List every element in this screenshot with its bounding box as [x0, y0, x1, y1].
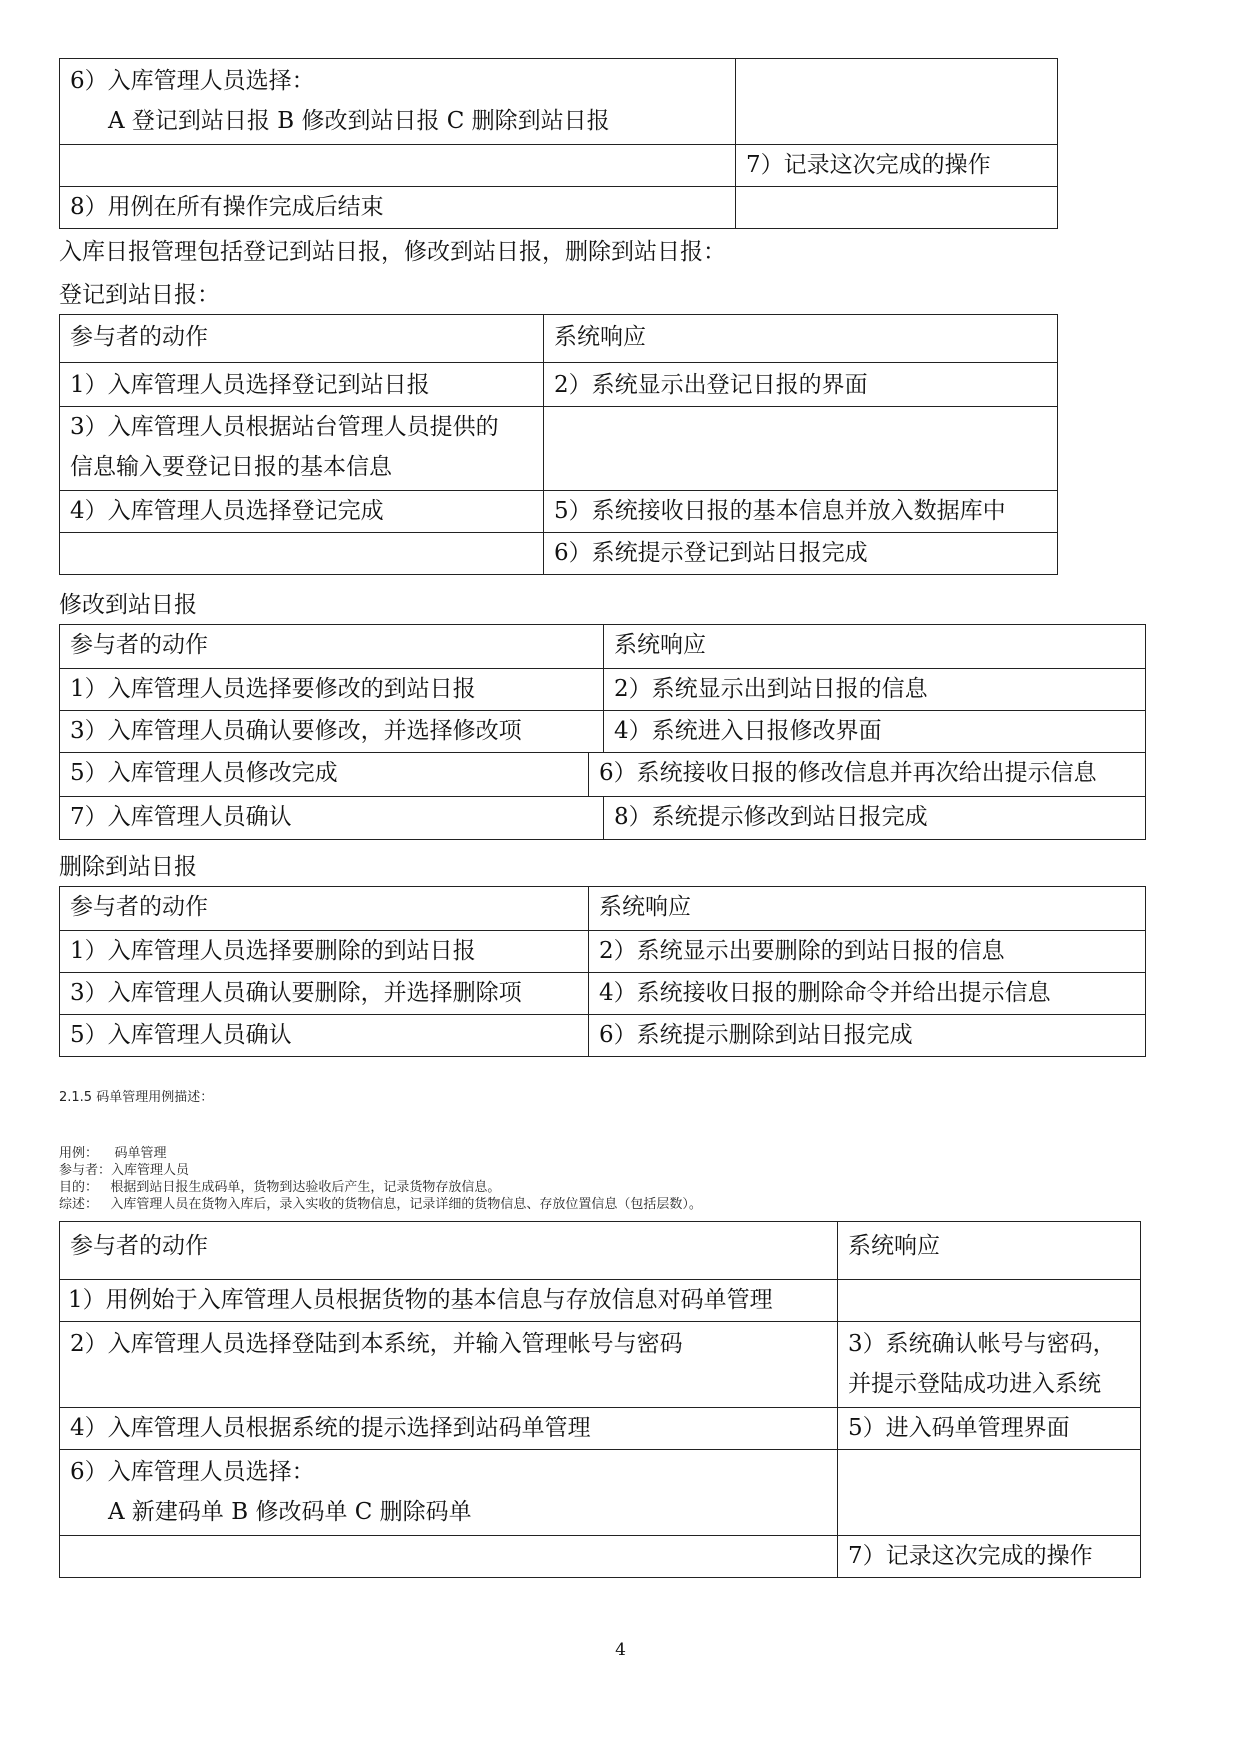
cell-line: 6）入库管理人员选择： [70, 68, 315, 94]
modify-table-last [59, 796, 1146, 840]
table-cell: 1）入库管理人员选择要删除的到站日报 [60, 931, 589, 973]
header-actor: 参与者的动作 [60, 1222, 838, 1280]
table-cell: 3）入库管理人员确认要删除，并选择删除项 [60, 973, 589, 1015]
codesheet-table-block [59, 1221, 1141, 1578]
table-row [60, 1450, 1141, 1536]
table-row [60, 59, 1058, 145]
table-row [60, 797, 1146, 840]
table-cell [838, 1322, 1141, 1408]
register-table [59, 314, 1058, 575]
table-cell: 1）用例始于入库管理人员根据货物的基本信息与存放信息对码单管理 [60, 1280, 838, 1322]
table-cell: 4）入库管理人员根据系统的提示选择到站码单管理 [60, 1408, 838, 1450]
header-system: 系统响应 [544, 315, 1058, 363]
intro-text: 入库日报管理包括登记到站日报，修改到站日报，删除到站日报： [59, 239, 726, 265]
table-cell: 5）入库管理人员确认 [60, 1015, 589, 1057]
cell-line: 信息输入要登记日报的基本信息 [70, 454, 392, 480]
table-row [60, 669, 1146, 711]
modify-table [59, 624, 1146, 753]
table-row [60, 1280, 1141, 1322]
table-cell: 2）系统显示出登记日报的界面 [544, 363, 1058, 407]
table-cell: 4）系统接收日报的删除命令并给出提示信息 [589, 973, 1146, 1015]
delete-table-block [59, 886, 1146, 1057]
header-actor: 参与者的动作 [60, 315, 544, 363]
table-row [60, 1408, 1141, 1450]
table-row [60, 931, 1146, 973]
table-cell [544, 407, 1058, 491]
table-cell [60, 407, 544, 491]
summary-line: 综述： 入库管理人员在货物入库后，录入实收的货物信息，记录详细的货物信息、存放位置信息（包括层数）。 [59, 1197, 702, 1212]
table-row [60, 973, 1146, 1015]
codesheet-table [59, 1221, 1141, 1578]
table-row [60, 145, 1058, 187]
table-cell [838, 1280, 1141, 1322]
table-cell: 8）系统提示修改到站日报完成 [604, 797, 1146, 840]
table-cell: 1）入库管理人员选择要修改的到站日报 [60, 669, 604, 711]
table-row [60, 533, 1058, 575]
modify-title: 修改到站日报 [59, 592, 197, 618]
table-header-row [60, 315, 1058, 363]
cell-line: A 新建码单 B 修改码单 C 删除码单 [108, 1499, 472, 1525]
table-cell: 5）进入码单管理界面 [838, 1408, 1141, 1450]
table-cell: 1）入库管理人员选择登记到站日报 [60, 363, 544, 407]
table-row [60, 753, 1146, 797]
table-row [60, 1015, 1146, 1057]
header-system: 系统响应 [604, 625, 1146, 669]
modify-table-block [59, 624, 1146, 840]
purpose-line: 目的： 根据到站日报生成码单，货物到达验收后产生，记录货物存放信息。 [59, 1180, 501, 1195]
register-table-block [59, 314, 1058, 575]
table-cell: 5）系统接收日报的基本信息并放入数据库中 [544, 491, 1058, 533]
table-row [60, 491, 1058, 533]
delete-title: 删除到站日报 [59, 854, 197, 880]
usecase-line: 用例： 码单管理 [59, 1146, 167, 1161]
table-cell: 7）记录这次完成的操作 [736, 145, 1058, 187]
table-cell: 5）入库管理人员修改完成 [60, 753, 589, 797]
top-table [59, 58, 1058, 229]
table-cell: 4）系统进入日报修改界面 [604, 711, 1146, 753]
modify-table-lower [59, 752, 1146, 797]
table-cell: 2）系统显示出到站日报的信息 [604, 669, 1146, 711]
header-system: 系统响应 [838, 1222, 1141, 1280]
table-cell: 6）系统接收日报的修改信息并再次给出提示信息 [589, 753, 1146, 797]
table-cell: 7）入库管理人员确认 [60, 797, 604, 840]
actors-line: 参与者：入库管理人员 [59, 1163, 190, 1178]
table-row [60, 363, 1058, 407]
table-cell: 6）系统提示登记到站日报完成 [544, 533, 1058, 575]
table-header-row [60, 625, 1146, 669]
header-actor: 参与者的动作 [60, 625, 604, 669]
section-heading: 2.1.5 码单管理用例描述： [59, 1090, 214, 1105]
table-cell [60, 145, 736, 187]
table-header-row [60, 1222, 1141, 1280]
cell-line: 3）入库管理人员根据站台管理人员提供的 [70, 414, 499, 440]
table-cell [60, 1450, 838, 1536]
header-actor: 参与者的动作 [60, 887, 589, 931]
cell-line: 6）入库管理人员选择： [70, 1459, 315, 1485]
table-cell: 3）入库管理人员确认要修改，并选择修改项 [60, 711, 604, 753]
table-row [60, 187, 1058, 229]
table-cell: 2）入库管理人员选择登陆到本系统，并输入管理帐号与密码 [60, 1322, 838, 1408]
top-table-block [59, 58, 1058, 229]
table-cell [838, 1450, 1141, 1536]
header-system: 系统响应 [589, 887, 1146, 931]
table-row [60, 1322, 1141, 1408]
cell-line: 并提示登陆成功进入系统 [848, 1371, 1101, 1397]
table-cell [60, 1536, 838, 1578]
table-cell [736, 59, 1058, 145]
table-header-row [60, 887, 1146, 931]
table-cell [60, 533, 544, 575]
table-cell: 7）记录这次完成的操作 [838, 1536, 1141, 1578]
cell-line: A 登记到站日报 B 修改到站日报 C 删除到站日报 [108, 108, 610, 134]
table-cell: 6）系统提示删除到站日报完成 [589, 1015, 1146, 1057]
cell-line: 3）系统确认帐号与密码， [848, 1331, 1116, 1357]
delete-table [59, 886, 1146, 1057]
table-cell: 8）用例在所有操作完成后结束 [60, 187, 736, 229]
table-row [60, 711, 1146, 753]
table-row [60, 407, 1058, 491]
table-cell: 2）系统显示出要删除的到站日报的信息 [589, 931, 1146, 973]
page-number: 4 [615, 1640, 626, 1660]
register-title: 登记到站日报： [59, 282, 220, 308]
table-cell: 4）入库管理人员选择登记完成 [60, 491, 544, 533]
table-row [60, 1536, 1141, 1578]
table-cell [60, 59, 736, 145]
table-cell [736, 187, 1058, 229]
